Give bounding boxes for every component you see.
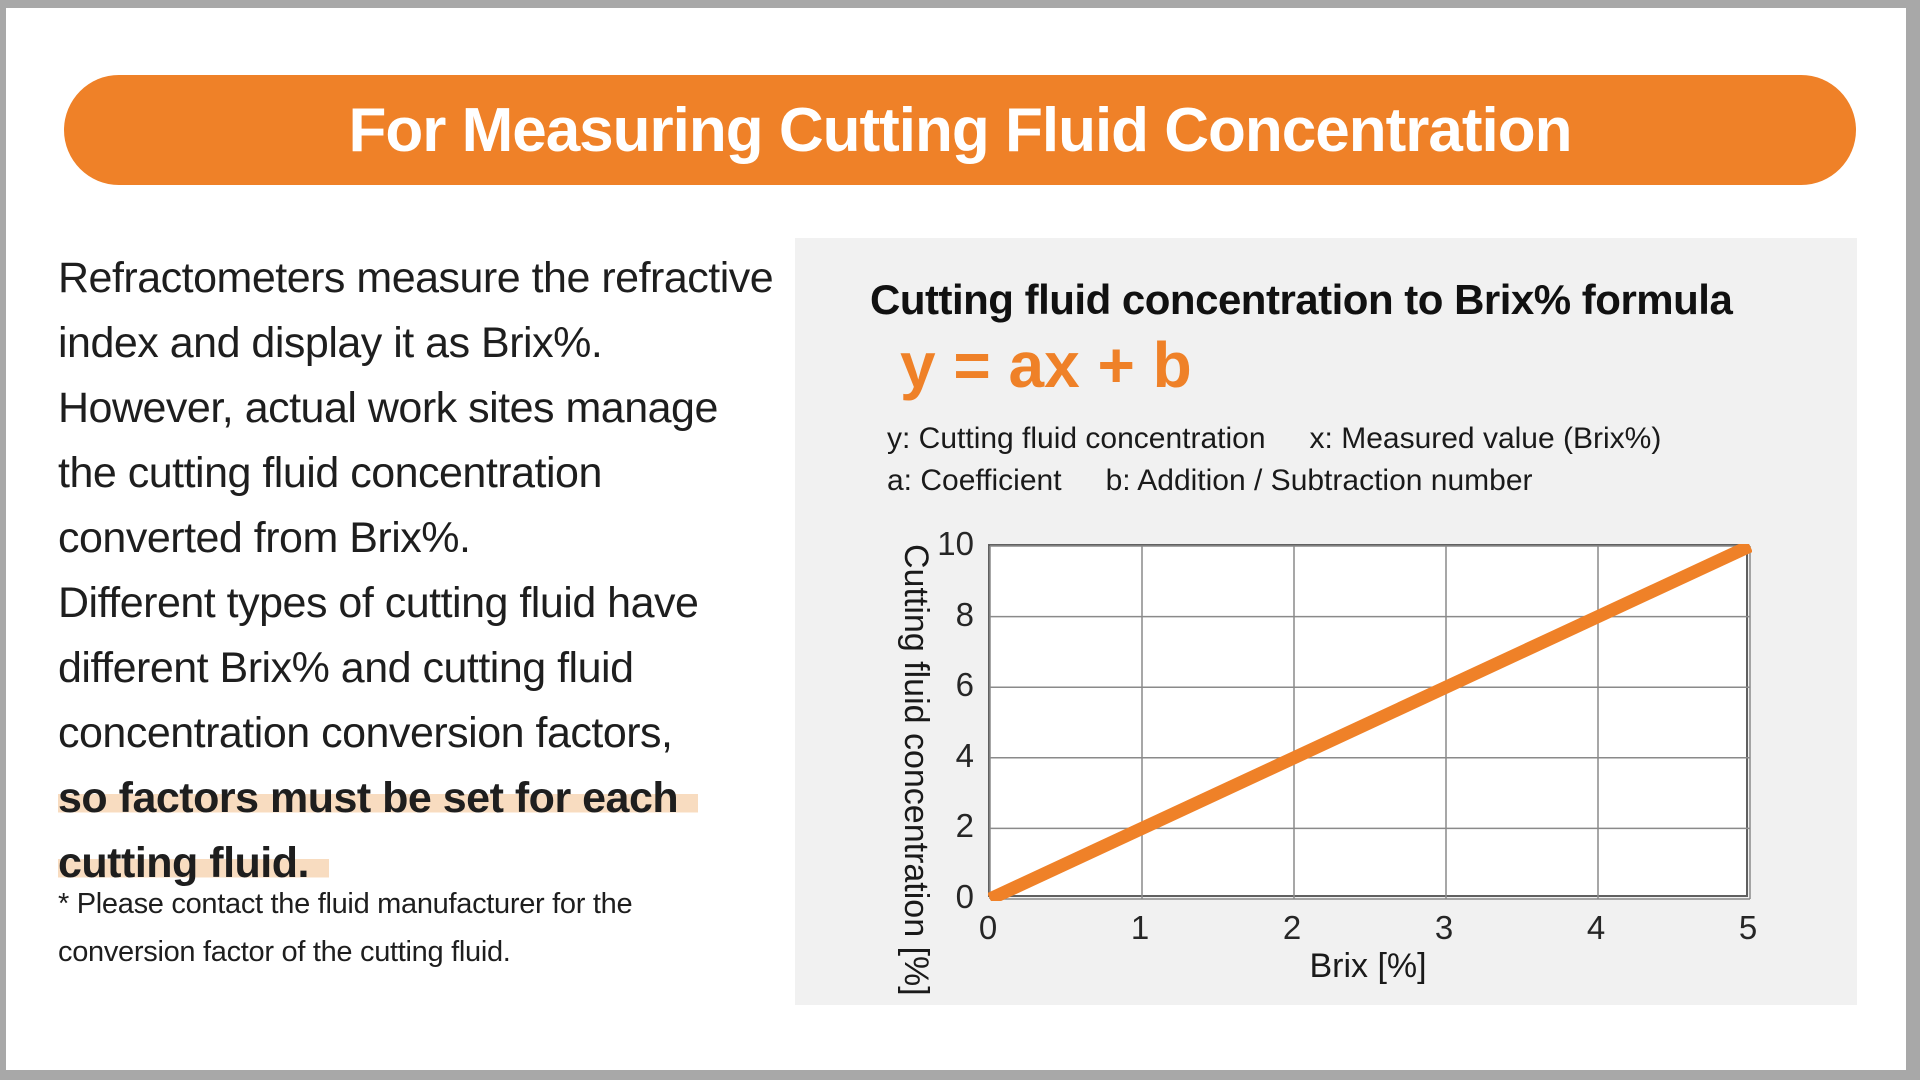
- text-line-span: * Please contact the fluid manufacturer for the: [58, 888, 633, 920]
- text-line-span: the cutting fluid concentration: [58, 449, 602, 497]
- formula-legend: [887, 418, 1661, 502]
- text-line-span: different Brix% and cutting fluid: [58, 644, 634, 692]
- text-line-span: concentration conversion factors,: [58, 709, 673, 757]
- chart-line: [990, 546, 1750, 899]
- x-tick-label: 4: [1586, 909, 1606, 946]
- chart-canvas: [988, 544, 1752, 901]
- y-tick-label: 2: [955, 807, 974, 845]
- text-line-span: converted from Brix%.: [58, 514, 471, 562]
- text-line: [58, 311, 798, 376]
- text-line: [58, 928, 798, 976]
- x-tick-label: 3: [1434, 909, 1454, 946]
- panel-title: Cutting fluid concentration to Brix% formula: [870, 276, 1733, 323]
- text-line-span: cutting fluid.: [58, 839, 329, 887]
- legend-item-x: x: Measured value (Brix%): [1309, 422, 1662, 455]
- y-tick-label: 6: [955, 666, 974, 704]
- text-line-span: conversion factor of the cutting fluid.: [58, 936, 511, 968]
- formula-panel: [795, 238, 1857, 1005]
- text-line: [58, 880, 798, 928]
- header-banner: [64, 75, 1856, 185]
- intro-text: [58, 246, 798, 896]
- x-tick-label: 2: [1282, 909, 1302, 946]
- text-line-span: index and display it as Brix%.: [58, 319, 603, 367]
- legend-line-1: [887, 418, 1661, 460]
- x-axis-title: Brix [%]: [1309, 947, 1427, 985]
- y-tick-label: 0: [955, 878, 974, 915]
- y-tick-label: 10: [937, 525, 974, 562]
- text-line: [58, 246, 798, 311]
- intro-highlighted-lines: [58, 766, 798, 896]
- text-line-span: Different types of cutting fluid have: [58, 579, 699, 627]
- text-line: [58, 506, 798, 571]
- text-line: [58, 701, 798, 766]
- formula-text: y = ax + b: [900, 329, 1192, 401]
- y-tick-label: 8: [955, 595, 974, 633]
- text-line-span: so factors must be set for each: [58, 774, 698, 822]
- text-line: [58, 766, 798, 831]
- text-line-span: However, actual work sites manage: [58, 384, 718, 432]
- y-tick-label: 4: [955, 736, 974, 774]
- x-tick-label: 5: [1738, 909, 1758, 946]
- page-title: For Measuring Cutting Fluid Concentration: [348, 95, 1572, 165]
- text-line: [58, 636, 798, 701]
- text-line: [58, 376, 798, 441]
- legend-item-b: b: Addition / Subtraction number: [1105, 464, 1533, 497]
- chart: [897, 525, 1758, 996]
- chart-plot-area: [988, 544, 1748, 897]
- text-line: [58, 441, 798, 506]
- x-tick-label: 0: [978, 909, 998, 946]
- footnote: [58, 880, 798, 976]
- x-tick-label: 1: [1130, 909, 1150, 946]
- y-axis-title: Cutting fluid concentration [%]: [897, 544, 935, 996]
- legend-item-y: y: Cutting fluid concentration: [887, 422, 1266, 455]
- intro-regular-lines: [58, 246, 798, 766]
- legend-item-a: a: Coefficient: [887, 464, 1062, 497]
- text-line-span: Refractometers measure the refractive: [58, 254, 774, 302]
- text-line: [58, 571, 798, 636]
- legend-line-2: [887, 460, 1661, 502]
